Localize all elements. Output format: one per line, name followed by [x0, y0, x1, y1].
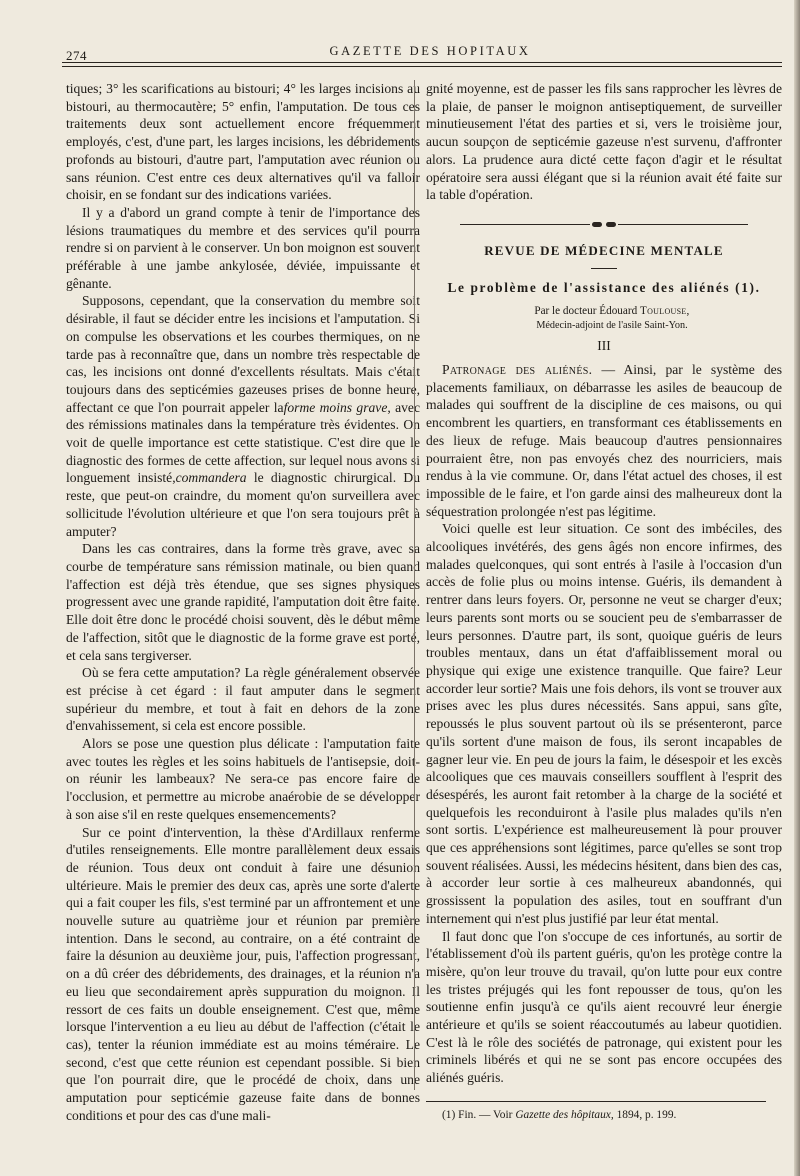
paragraph-text: — Ainsi, par le système des placements familiaux, on débarrasse les asiles de beaucoup de malades qui souffrent de la discipline de ces maisons, ou qui encombrent les quartiers, en transformant ces établissements en des lieux de refuge. Mais beaucoup d'autres pensionnaires pourraient être, non pas envoyés chez des nourriciers, mais rendus à la vie commune. Or, dans l'état actuel des choses, il est impossible de le faire, et l'on garde ainsi des malheureux dont la séquestration prolongée n'est pas légitime. — [426, 362, 782, 519]
left-column — [66, 80, 420, 1124]
column-divider — [414, 80, 415, 1090]
page-number: 274 — [66, 48, 87, 63]
paragraph: gnité moyenne, est de passer les fils sans rapprocher les lèvres de la plaie, de panser le moignon antiseptiquement, de surveiller minutieusement l'état des parties et si, vers le troisième jour, aucun soupçon de septicémie gazeuse n'est survenu, d'affronter alors. La prudence aura dicté cette façon d'agir et le résultat opératoire sera aussi élégant que si la réunion avait été faite sur la table d'opération. — [426, 81, 782, 203]
header-rule-thin — [62, 66, 782, 67]
section-title: REVUE DE MÉDECINE MENTALE — [484, 242, 724, 258]
paragraph: Où se fera cette amputation? La règle généralement observée est précise à cet égard : il faut amputer dans le segment supérieur du membre, et tout à fait en dehors de la zone d'envahissement, si cela est encore possible. — [66, 665, 420, 734]
paragraph-text: Supposons, cependant, que la conservation du membre soit désirable, il faut se décider entre les incisions et l'amputation. Si on compulse les observations et les courbes thermiques, on ne tarde pas à reconnaître que, dans un nombre très respectable de cas, les incisions ont donné d'excellents résultats. Mais c'était toujours dans des septicémies gazeuses prises de bonne heure, affectant ce que l'on pourrait appeler la — [66, 293, 420, 415]
italic-phrase: forme moins grave — [283, 399, 388, 415]
paragraph: Il faut donc que l'on s'occupe de ces infortunés, au sortir de l'établissement d'où ils partent guéris, qu'on les protège contre la misère, qu'on leur trouve du travail, qu'on lutte pour eux contre les tristes préjugés qui les font repousser de tous, qu'on les soutienne enfin jusqu'à ce qu'ils aient recouvré leur énergie antérieure et qu'ils se soient réaccoutumés au labeur quotidien. C'est là le rôle des sociétés de patronage, qui existent pour les criminels libérés et qui ne se sont pas encore occupées des aliénés guéris. — [426, 928, 782, 1086]
paragraph: Alors se pose une question plus délicate : l'amputation faite avec toutes les règles et les soins habituels de l'antisepsie, doit-on réunir les lambeaux? Ne sera-ce pas encore faire de l'occlusion, et permettre au microbe anaérobie de se développer à son aise s'il en reste quelques ensemencements? — [66, 736, 420, 822]
paragraph — [426, 361, 782, 520]
author-affiliation: Médecin-adjoint de l'asile Saint-Yon. — [536, 320, 688, 332]
right-column — [426, 80, 782, 1123]
footnote-suffix: 1894, p. 199. — [613, 1108, 677, 1121]
short-rule — [591, 268, 617, 269]
italic-phrase: commandera — [175, 470, 247, 486]
section-ornament — [426, 220, 782, 228]
author-name: Toulouse, — [639, 305, 690, 318]
header-rule — [62, 62, 782, 63]
paragraph: Dans les cas contraires, dans la forme très grave, avec sa courbe de température sans rémission matinale, ou bien quand l'affection est déjà très étendue, que ses signes physiques progressent avec une grande rapidité, l'amputation doit être faite. Elle doit être donc le procédé choisi souvent, dès le début même de l'affection, sitôt que le diagnostic de la forme grave est porté, et cela sans tergiverser. — [66, 541, 420, 663]
article-title: Le problème de l'assistance des aliénés (1). — [447, 279, 761, 295]
footnote-prefix: (1) Fin. — Voir — [442, 1108, 513, 1121]
footnote-source: Gazette des hôpitaux, — [515, 1108, 614, 1121]
footnote — [426, 1108, 782, 1123]
lead-in: Patronage des aliénés. — [442, 362, 593, 378]
page-edge-shadow — [794, 0, 800, 1176]
paragraph-text: le diagnostic chirurgical. Du reste, que peut-on craindre, du moment qu'on surveillera avec sollicitude l'évolution ultérieure et que l'on sera toujours prêt à amputer? — [66, 470, 420, 539]
running-head: GAZETTE DES HOPITAUX — [329, 44, 531, 58]
paragraph — [66, 292, 420, 540]
paragraph-text: , avec des rémissions matinales dans la température très évidentes. On voit de quelle importance est cette statistique. C'est dire que le diagnostic des formes de cette affection, sur lequel nous avons si longuement insisté, — [66, 399, 420, 486]
part-number: III — [597, 338, 611, 354]
paragraph: Il y a d'abord un grand compte à tenir de l'importance des lésions traumatiques du membre et des services qu'il pourra rendre si on parvient à le conserver. Un bon moignon est souvent préférable à une jambe ankylosée, déviée, impuissante et gênante. — [66, 204, 420, 291]
paragraph: tiques; 3° les scarifications au bistouri; 4° les larges incisions au bistouri, au thermocautère; 5° enfin, l'amputation. De tous ces traitements deux sont actuellement encore fréquemment employés, c'est, d'une part, les larges incisions, les débridements profonds au bistouri, d'autre part, l'amputation avec réunion ou sans réunion. C'est entre ces deux alternatives qu'il va falloir choisir, en se fondant sur des indications variées. — [66, 81, 420, 203]
byline — [426, 304, 782, 319]
paragraph: Voici quelle est leur situation. Ce sont des imbéciles, des alcooliques invétérés, des gens âgés non encore infirmes, des malades quelconques, qui sont entrés à l'asile à l'occasion d'un accès de folie plus ou moins intense. Guéris, ils demandent à rentrer dans leurs foyers. Or, personne ne veut se charger d'eux; leurs parents sont morts ou se soucient peu de s'embarrasser de leurs personnes. D'autre part, ils sont, quoique guéris de leurs troubles mentaux, dans un état d'affaiblissement moral ou physique qui exige une existence tranquille. Que faire? Leur accorder leur sortie? Mais une fois dehors, ils vont se trouver aux prises avec les plus dures nécessités. Sans appui, sans gîte, repoussés le plus souvent partout où ils se présenteront, parce qu'ils sortent d'une maison de fous, ils seront incapables de gagner leur vie. En peu de jours la faim, le désespoir et les excès alcooliques que ces mauvais conseillers soufflent à l'esprit des désespérés, les auront fait retomber à la charge de la société et quelquefois les reconduiront à l'asile plus malades qu'ils n'en sont sortis. L'expérience est malheureusement là pour prouver que ces appréhensions sont légitimes, parce qu'elles se sont trop souvent réalisées. Aussi, les médecins hésitent, dans bien des cas, à accorder leur sortie à ces malheureux abandonnés, qui grossissent la population des asiles, tout en souffrant d'un internement qui n'est plus justifié par leur état mental. — [426, 521, 782, 926]
paragraph: Sur ce point d'intervention, la thèse d'Ardillaux renferme d'utiles renseignements. Elle montre parallèlement deux essais de réunion. Tous deux ont conduit à faire une désunion ultérieure. Mais le premier des deux cas, après une sorte d'alerte qui a fait couper les fils, s'est terminé par un affrontement et une nouvelle suture au quatrième jour et réunion par première intention. Dans le second, au contraire, on a été contraint de faire la désunion au deuxième jour, puis, l'affection progressant, on a dû créer des débridements, des drainages, et la réunion n'a eu lieu que secondairement après suppuration du moignon. Il ressort de ces faits un double enseignement. C'est que, même lorsque l'intervention a eu lieu au début de l'affection (c'était le cas), tenter la réunion immédiate est au moins téméraire. Le second, c'est que cette réunion est cependant possible. Si bien que l'on pourrait dire, que le procédé de choix, dans une amputation pour septicémie gazeuse faite dans de bonnes conditions et pour des cas d'une mali- — [66, 824, 420, 1123]
footnote-rule — [426, 1101, 766, 1102]
byline-prefix: Par le docteur Édouard — [534, 305, 638, 318]
